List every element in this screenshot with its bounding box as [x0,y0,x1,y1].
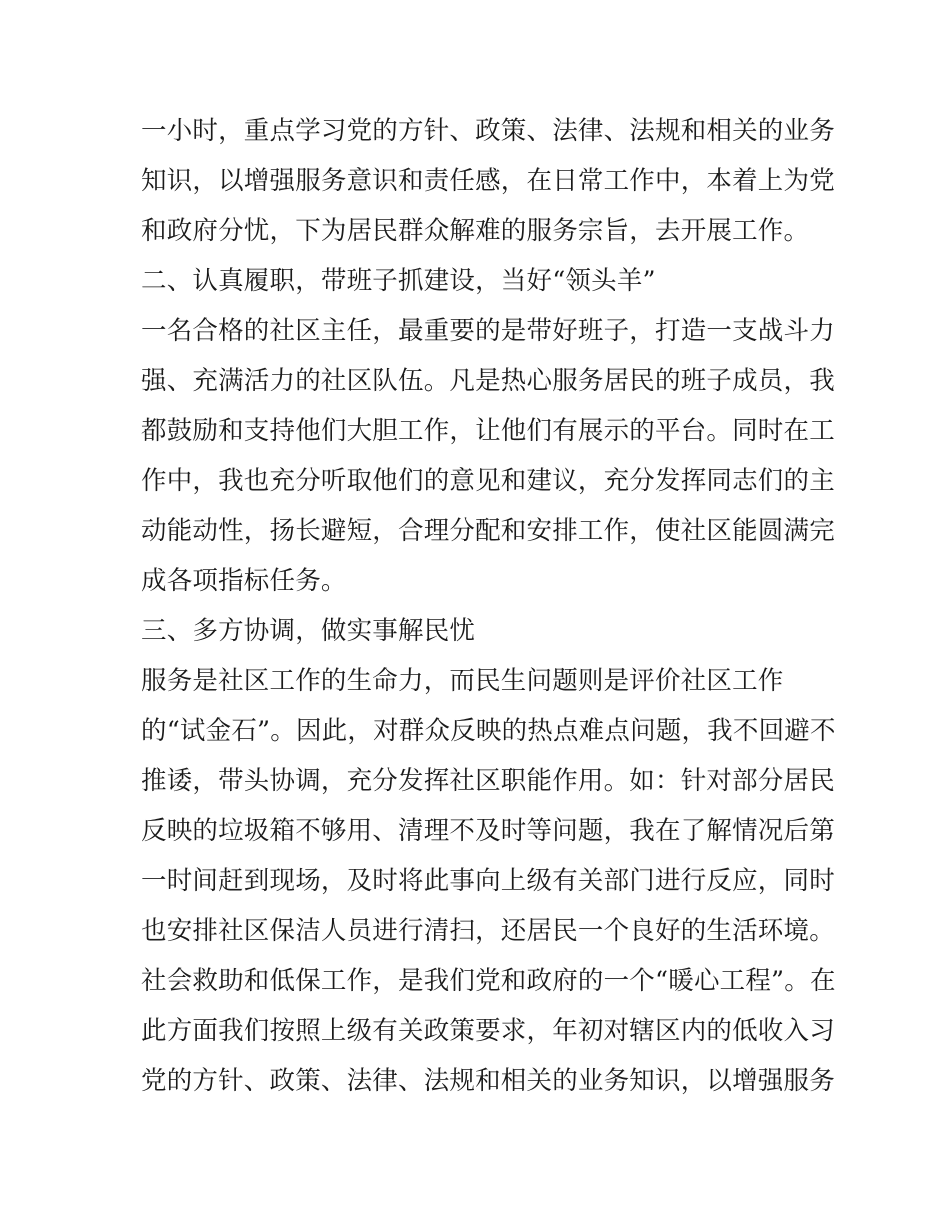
body-text-line: 的“试金石”。因此，对群众反映的热点难点问题，我不回避不 [141,716,836,746]
body-text-line: 都鼓励和支持他们大胆工作，让他们有展示的平台。同时在工 [141,416,835,446]
body-text-line: 反映的垃圾箱不够用、清理不及时等问题，我在了解情况后第 [141,816,835,846]
body-text-line: 服务是社区工作的生命力，而民生问题则是评价社区工作 [141,666,784,696]
body-text-line: 此方面我们按照上级有关政策要求，年初对辖区内的低收入习 [141,1016,835,1046]
body-text-line: 党的方针、政策、法律、法规和相关的业务知识，以增强服务 [141,1066,835,1096]
body-text-line: 一时间赶到现场，及时将此事向上级有关部门进行反应，同时 [141,866,835,896]
body-text-line: 成各项指标任务。 [141,566,347,596]
body-text-line: 作中，我也充分听取他们的意见和建议，充分发挥同志们的主 [141,466,835,496]
body-text-line: 一小时，重点学习党的方针、政策、法律、法规和相关的业务 [141,116,835,146]
body-text-line: 社会救助和低保工作，是我们党和政府的一个“暖心工程”。在 [141,966,836,996]
body-text-line: 和政府分忧，下为居民群众解难的服务宗旨，去开展工作。 [141,216,810,246]
body-text-line: 知识，以增强服务意识和责任感，在日常工作中，本着上为党 [141,166,835,196]
section-heading-2: 二、认真履职，带班子抓建设，当好“领头羊” [141,266,656,296]
body-text-line: 推诿，带头协调，充分发挥社区职能作用。如：针对部分居民 [141,766,835,796]
body-text-line: 强、充满活力的社区队伍。凡是热心服务居民的班子成员，我 [141,366,835,396]
section-heading-3: 三、多方协调，做实事解民忧 [141,616,476,646]
body-text-line: 动能动性，扬长避短，合理分配和安排工作，使社区能圆满完 [141,516,835,546]
body-text-line: 一名合格的社区主任，最重要的是带好班子，打造一支战斗力 [141,316,835,346]
body-text-line: 也安排社区保洁人员进行清扫，还居民一个良好的生活环境。 [141,916,835,946]
